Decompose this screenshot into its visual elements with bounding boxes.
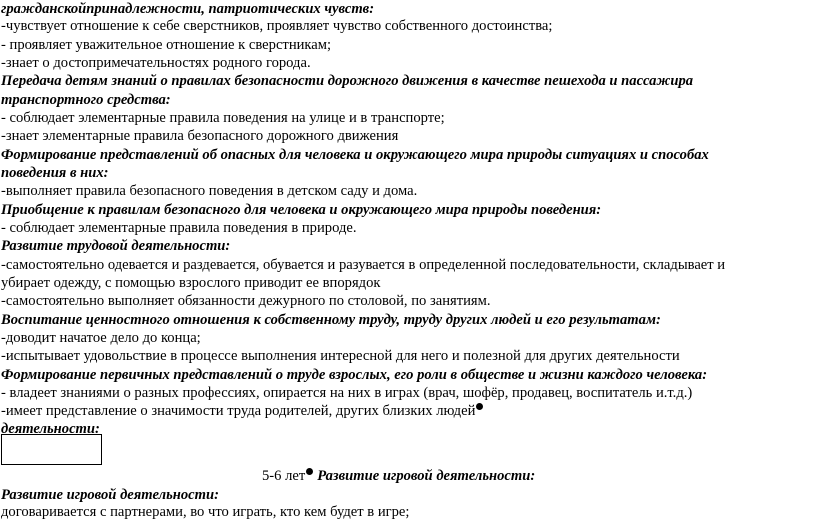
age-heading-line — [262, 467, 535, 485]
text-line-19: -доводит начатое дело до конца; — [1, 330, 201, 346]
text-line-20: -испытывает удовольствие в процессе выполнения интересной для него и полезной для других деятельности — [1, 348, 680, 364]
text-line-10: поведения в них: — [1, 165, 109, 181]
text-line-13: - соблюдает элементарные правила поведения в природе. — [1, 220, 357, 236]
text-line-23-text: -имеет представление о значимости труда родителей, других близких людей — [1, 403, 476, 419]
text-line-14: Развитие трудовой деятельности: — [1, 238, 231, 254]
empty-table-cell — [1, 434, 102, 465]
text-line-5: Передача детям знаний о правилах безопасности дорожного движения в качестве пешехода и пассажира — [1, 73, 694, 89]
bullet-icon — [476, 403, 483, 410]
age-section-heading: Развитие игровой деятельности: — [317, 468, 536, 484]
text-line-11: -выполняет правила безопасного поведения в детском саду и дома. — [1, 183, 418, 199]
text-line-17: -самостоятельно выполняет обязанности дежурного по столовой, по занятиям. — [1, 293, 491, 309]
text-line-21: Формирование первичных представлений о труде взрослых, его роли в обществе и жизни каждого человека: — [1, 367, 708, 383]
text-line-1: гражданскойпринадлежности, патриотических чувств: — [1, 1, 375, 17]
text-line-12: Приобщение к правилам безопасного для человека и окружающего мира природы поведения: — [1, 202, 602, 218]
text-line-18: Воспитание ценностного отношения к собственному труду, труду других людей и его результатам: — [1, 312, 661, 328]
text-line-24: деятельности: — [1, 421, 100, 437]
text-line-3: - проявляет уважительное отношение к сверстникам; — [1, 37, 332, 53]
text-line-8: -знает элементарные правила безопасного дорожного движения — [1, 128, 399, 144]
text-line-2: -чувствует отношение к себе сверстников, проявляет чувство собственного достоинства; — [1, 18, 553, 34]
section-heading-game: Развитие игровой деятельности: — [1, 487, 219, 503]
text-line-22: - владеет знаниями о разных профессиях, опирается на них в играх (врач, шофёр, продавец, воспитатель и.т.д.) — [1, 385, 693, 401]
text-line-4: -знает о достопримечательностях родного города. — [1, 55, 311, 71]
text-line-23 — [1, 402, 483, 420]
age-label: 5-6 лет — [262, 468, 306, 484]
bullet-icon — [306, 468, 313, 475]
text-line-9: Формирование представлений об опасных для человека и окружающего мира природы ситуациях и способах — [1, 147, 709, 163]
text-line-6: транспортного средства: — [1, 92, 171, 108]
text-line-last: договаривается с партнерами, во что играть, кто кем будет в игре; — [1, 504, 410, 520]
text-line-7: - соблюдает элементарные правила поведения на улице и в транспорте; — [1, 110, 445, 126]
text-line-15: -самостоятельно одевается и раздевается, обувается и разувается в определенной последовательности, складывает и — [1, 257, 726, 273]
text-line-16: убирает одежду, с помощью взрослого приводит ее впорядок — [1, 275, 381, 291]
